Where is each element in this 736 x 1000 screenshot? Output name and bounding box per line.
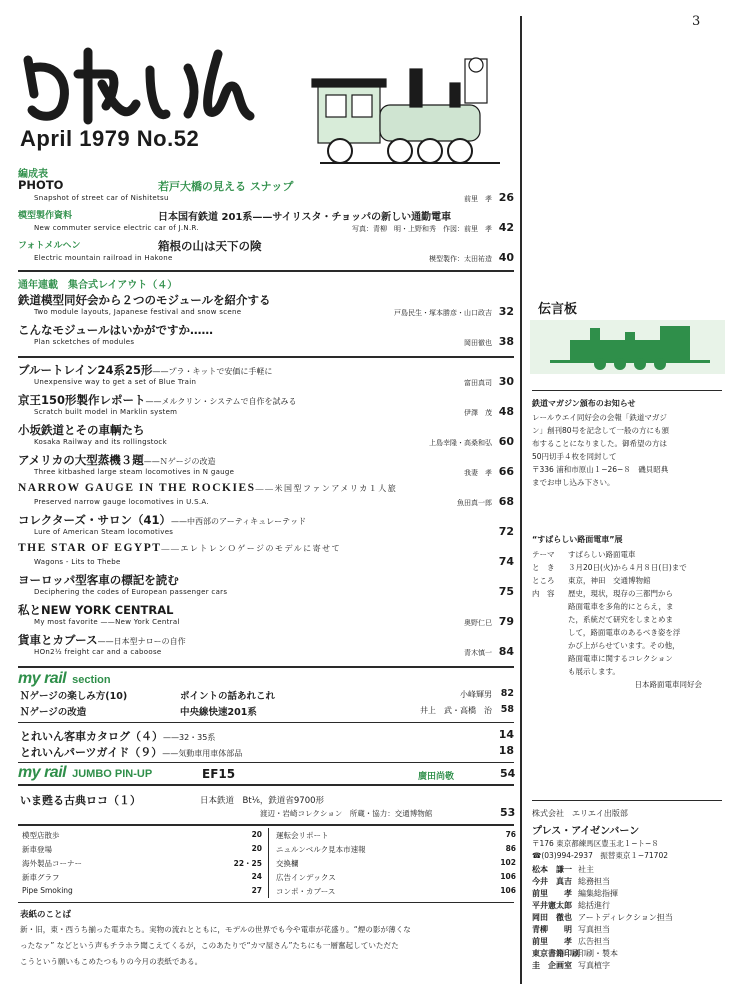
section-divider xyxy=(18,824,514,826)
jumbo-label: JUMBO PIN-UP xyxy=(72,768,153,780)
entry-title xyxy=(18,392,297,408)
toc-entry[interactable] xyxy=(18,512,514,542)
staff-name: 岡田 徹也 xyxy=(532,913,572,922)
index-page: 86 xyxy=(505,844,516,853)
entry-page: 84 xyxy=(498,645,514,658)
index-page: 106 xyxy=(500,872,516,881)
locomotive-silhouette xyxy=(530,318,725,374)
myrail-series: Ｎゲージの改造 xyxy=(20,707,87,718)
myrail-section-header xyxy=(18,670,111,688)
page-number: 3 xyxy=(692,14,701,29)
toc-entry[interactable] xyxy=(18,632,514,662)
catalog-note: ——気動車用車体部品 xyxy=(162,749,243,758)
section-divider xyxy=(18,722,514,723)
entry-title: 模型製作資料 xyxy=(18,211,73,221)
toc-entry[interactable] xyxy=(18,572,514,602)
entry-page: 38 xyxy=(498,335,514,348)
row-key: と き xyxy=(532,563,555,572)
jumbo-title: EF15 xyxy=(202,767,236,781)
entry-english-title: My most favorite ——New York Central xyxy=(34,618,180,626)
section-divider xyxy=(18,270,514,272)
index-label: コンポ・カブース xyxy=(276,887,336,896)
staff-row xyxy=(532,936,722,947)
index-label: 新車登場 xyxy=(22,845,52,854)
staff-role: 広告担当 xyxy=(578,937,610,946)
classic-page: 53 xyxy=(500,806,516,819)
section-divider xyxy=(18,784,514,786)
catalog-title-text: とれいんパーツガイド（９） xyxy=(20,746,163,759)
entry-author: 我妻 孝 xyxy=(464,469,492,477)
entry-author: 前里 孝 xyxy=(464,195,492,203)
magazine-logo xyxy=(18,44,258,126)
entry-note: ——エレトレンＯゲージのモデルに寄せて xyxy=(161,544,342,553)
entry-title xyxy=(18,482,397,494)
entry-title xyxy=(18,602,173,618)
catalog-note: ——32・35系 xyxy=(163,733,216,742)
index-page: 24 xyxy=(251,872,262,881)
entry-english-title: Two module layouts, Japanese festival and snow scene xyxy=(34,308,242,316)
row-key: ところ xyxy=(532,576,555,585)
index-item[interactable] xyxy=(276,872,516,884)
catalog-title-text: とれいん客車カタログ（４） xyxy=(20,730,163,743)
catalog-title xyxy=(20,744,242,760)
entry-note: ——メルクリン・システムで自作を試みる xyxy=(145,397,297,406)
staff-role: 総務担当 xyxy=(578,877,610,886)
index-item[interactable] xyxy=(22,886,262,898)
entry-title: こんなモジュールはいかがですか…… xyxy=(18,323,214,337)
staff-role: アートディレクション担当 xyxy=(578,913,673,922)
notice-line: 布することになりました。御希望の方は xyxy=(532,439,667,448)
exhibition-row xyxy=(532,548,722,561)
entry-title-text: THE STAR OF EGYPT xyxy=(18,542,162,554)
staff-role: 総括進行 xyxy=(578,901,610,910)
entry-note: ——中西部のアーティキュレーテッド xyxy=(170,517,307,526)
entry-note: ——日本型ナローの自作 xyxy=(97,637,186,646)
jumbo-page: 54 xyxy=(500,767,516,780)
staff-role: 印刷・製本 xyxy=(578,949,618,958)
exhibition-row xyxy=(532,561,722,574)
entry-english-title: Three kitbashed large steam locomotives in N gauge xyxy=(34,468,235,476)
index-item[interactable] xyxy=(22,858,262,870)
exhibition-row xyxy=(532,574,722,587)
notice-magazine xyxy=(532,398,722,489)
entry-page: 72 xyxy=(498,525,514,538)
row-value: 東京，神田 交通博物館 xyxy=(568,576,651,585)
notice-line: レールウエイ同好会の会報「鉄道マガジ xyxy=(532,413,667,422)
toc-entry[interactable] xyxy=(18,322,514,352)
entry-title-text: ブルートレイン24系25形 xyxy=(18,363,153,377)
row-value: 歴史，現状，現存の三都門から xyxy=(568,589,673,598)
index-label: 模型店散歩 xyxy=(22,831,60,840)
myrail-page: 58 xyxy=(500,704,514,715)
entry-title-text: NARROW GAUGE IN THE ROCKIES xyxy=(18,482,256,494)
catalog-page: 14 xyxy=(498,728,514,741)
entry-title xyxy=(18,362,272,378)
staff-name: 平井憲太郎 xyxy=(532,901,572,910)
index-item[interactable] xyxy=(276,844,516,856)
row-key: テーマ xyxy=(532,550,555,559)
index-page: 102 xyxy=(500,858,516,867)
entry-page: 60 xyxy=(498,435,514,448)
entry-english-title: HOn2½ freight car and a caboose xyxy=(34,648,162,656)
staff-row xyxy=(532,876,722,887)
toc-entry[interactable] xyxy=(18,392,514,422)
index-item[interactable] xyxy=(22,844,262,856)
message-board-title: 伝言板 xyxy=(538,302,578,317)
entry-title-text: ヨーロッパ型客車の標記を読む xyxy=(18,573,179,587)
staff-name: 松本 謙一 xyxy=(532,865,572,874)
staff-role: 編集総指揮 xyxy=(578,889,618,898)
entry-japanese-title: 若戸大橋の見える スナップ xyxy=(158,180,294,193)
entry-note: ——プラ・キットで安価に手軽に xyxy=(152,367,273,376)
exhibition-more: た，系統だて研究をしまとめま xyxy=(568,615,673,624)
entry-author: 魚田真一郎 xyxy=(457,499,492,507)
entry-title-text: 小坂鉄道とその車輌たち xyxy=(18,423,145,437)
index-label: ニュルンベルク見本市速報 xyxy=(276,845,366,854)
toc-entry[interactable] xyxy=(18,452,514,482)
toc-entry[interactable] xyxy=(18,362,514,392)
entry-english-title: Unexpensive way to get a set of Blue Train xyxy=(34,378,197,386)
entry-page: 26 xyxy=(498,191,514,204)
staff-name: 前里 孝 xyxy=(532,889,572,898)
entry-page: 79 xyxy=(498,615,514,628)
index-page: 76 xyxy=(505,830,516,839)
exhibition-more: して，路面電車のあるべき姿を浮 xyxy=(568,628,681,637)
myrail-logo: my rail xyxy=(18,670,67,687)
entry-english-title: Wagons - Lits to Thebe xyxy=(34,558,121,566)
cover-line: ったなァ” などという声もチラホラ聞こえてくるが，このあたりで“カマ屋さん”たちにも一層奮起していただた xyxy=(20,941,399,950)
classic-detail: 日本鉄道 Bt⅙，鉄道省9700形 xyxy=(200,796,325,806)
entry-english-title: New commuter service electric car of J.N.R. xyxy=(34,224,199,232)
section-divider xyxy=(18,762,514,763)
staff-name: 圭 企画室 xyxy=(532,961,572,970)
notice-line: ン」創刊80号を記念して一般の方にも頒 xyxy=(532,426,670,435)
entry-title xyxy=(18,512,306,528)
index-label: 広告インデックス xyxy=(276,873,336,882)
index-item[interactable] xyxy=(276,886,516,898)
entry-page: 66 xyxy=(498,465,514,478)
entry-title-text: アメリカの大型蒸機３題 xyxy=(18,453,144,467)
serial-label: 通年連載 集合式レイアウト（４） xyxy=(18,280,178,291)
toc-entry[interactable] xyxy=(18,482,514,512)
entry-title xyxy=(18,542,341,554)
catalog-page: 18 xyxy=(498,744,514,757)
staff-row xyxy=(532,888,722,899)
index-label: 運転会リポート xyxy=(276,831,329,840)
entry-page: 48 xyxy=(498,405,514,418)
staff-role: 写真担当 xyxy=(578,925,610,934)
myrail-section-label: section xyxy=(72,674,111,686)
staff-row xyxy=(532,900,722,911)
entry-english-title: Snapshot of street car of Nishitetsu xyxy=(34,194,169,202)
index-label: 海外製品コーナー xyxy=(22,859,82,868)
entry-author: 戸島民生・塚本勝彦・山口政吉 xyxy=(394,309,492,317)
notice-line: までお申し込み下さい。 xyxy=(532,478,615,487)
publisher-address: 〒176 東京都練馬区豊玉北１−ト−８ xyxy=(532,839,659,848)
staff-name: 今井 真吉 xyxy=(532,877,572,886)
exhibition-more: 路面電車を多角的にとらえ，ま xyxy=(568,602,674,611)
entry-title: PHOTO xyxy=(18,178,64,192)
entry-japanese-title: 日本国有鉄道 201系——サイリスタ・チョッパの新しい通勤電車 xyxy=(158,212,452,223)
staff-row xyxy=(532,912,722,923)
staff-role: 写真植字 xyxy=(578,961,610,970)
entry-title-text: 私とNEW YORK CENTRAL xyxy=(18,603,174,617)
jumbo-header xyxy=(18,764,152,782)
exhibition-organizer: 日本路面電車同好会 xyxy=(634,680,702,689)
index-page: 27 xyxy=(251,886,262,895)
publisher-phone: ☎(03)994-2937 振替東京１−71702 xyxy=(532,851,668,860)
cover-line: 新・旧，東・西うち揃った電車たち。実物の流れとともに，モデルの世界でも今や電車が花盛り。“煙の影が薄くな xyxy=(20,925,411,934)
entry-page: 74 xyxy=(498,555,514,568)
entry-title xyxy=(18,632,186,648)
right-divider xyxy=(532,800,722,801)
cover-line: こうという願いもこめたつもりの今月の表紙である。 xyxy=(20,957,203,966)
entry-title xyxy=(18,452,216,468)
entry-page: 75 xyxy=(498,585,514,598)
toc-entry[interactable] xyxy=(18,178,514,208)
myrail-series: Ｎゲージの楽しみ方(10) xyxy=(20,691,128,702)
entry-english-title: Deciphering the codes of European passenger cars xyxy=(34,588,228,596)
index-label: Pipe Smoking xyxy=(22,886,73,895)
staff-row xyxy=(532,864,722,875)
classic-title: いま甦る古典ロコ（１） xyxy=(20,794,141,807)
entry-page: 32 xyxy=(498,305,514,318)
staff-name: 前里 孝 xyxy=(532,937,572,946)
notice-exhibition xyxy=(532,534,722,691)
entry-author: 伊澤 茂 xyxy=(464,409,492,417)
entry-english-title: Plan scketches of modules xyxy=(34,338,135,346)
myrail-title: ポイントの話あれこれ xyxy=(180,691,276,702)
myrail-logo: my rail xyxy=(18,764,67,781)
exhibition-more: も展示します。 xyxy=(568,667,620,676)
entry-author: 写真：青柳 明・上野和秀 作図：前里 孝 xyxy=(352,225,492,233)
index-divider xyxy=(268,828,269,898)
section-divider xyxy=(18,666,514,668)
toc-entry[interactable] xyxy=(18,238,514,268)
catalog-line[interactable] xyxy=(18,744,514,758)
entry-author: 富田真司 xyxy=(464,379,492,387)
toc-entry[interactable] xyxy=(18,292,514,322)
publisher-name: プレス・アイゼンバーン xyxy=(532,826,640,837)
myrail-page: 82 xyxy=(500,688,514,699)
entry-page: 68 xyxy=(498,495,514,508)
publisher-company: 株式会社 エリエイ出版部 xyxy=(532,809,628,818)
entry-title-text: 貨車とカブース xyxy=(18,633,98,647)
staff-row xyxy=(532,960,722,971)
index-page: 20 xyxy=(251,830,262,839)
myrail-author: 井上 武・高橋 治 xyxy=(420,706,492,715)
toc-entry[interactable] xyxy=(18,208,514,238)
entry-note: ——米国型ファンアメリカ１人旅 xyxy=(255,484,398,493)
toc-entry[interactable] xyxy=(18,542,514,572)
index-label: 交換欄 xyxy=(276,859,299,868)
column-divider xyxy=(520,16,522,984)
row-value: すばらしい路面電車 xyxy=(568,550,636,559)
entry-author: 模型製作：太田祐造 xyxy=(429,255,492,263)
entry-title: 鉄道模型同好会から２つのモジュールを紹介する xyxy=(18,293,271,307)
entry-author: 青木慎一 xyxy=(464,649,492,657)
entry-title xyxy=(18,572,179,588)
issue-date: April 1979 No.52 xyxy=(20,126,200,151)
steam-locomotive-illustration xyxy=(300,55,520,170)
staff-row xyxy=(532,924,722,935)
entry-author: 岡田徹也 xyxy=(464,339,492,347)
index-page: 106 xyxy=(500,886,516,895)
entry-note: ——Ｎゲージの改造 xyxy=(143,457,216,466)
notice-line: 50円切手４枚を同封して xyxy=(532,452,617,461)
entry-title xyxy=(18,422,145,438)
entry-english-title: Scratch built model in Marklin system xyxy=(34,408,178,416)
entry-english-title: Electric mountain railroad in Hakone xyxy=(34,254,173,262)
index-item[interactable] xyxy=(22,830,262,842)
section-divider xyxy=(18,356,514,358)
index-item[interactable] xyxy=(22,872,262,884)
toc-entry[interactable] xyxy=(18,602,514,632)
exhibition-row xyxy=(532,587,722,600)
notice-line: 〒336 浦和市原山１−26−８ 磯貝昭典 xyxy=(532,465,669,474)
index-item[interactable] xyxy=(276,858,516,870)
entry-title-text: コレクターズ・サロン（41） xyxy=(18,513,171,527)
classic-credit: 渡辺・岩崎コレクション 所蔵・協力：交通博物館 xyxy=(260,809,433,818)
entry-author: 奥野仁巳 xyxy=(464,619,492,627)
entry-title-text: 京王150形製作レポート xyxy=(18,393,146,407)
entry-english-title: Lure of American Steam locomotives xyxy=(34,528,174,536)
staff-name: 東京書籍印刷 xyxy=(532,949,580,958)
staff-role: 社主 xyxy=(578,865,594,874)
index-item[interactable] xyxy=(276,830,516,842)
myrail-line[interactable] xyxy=(18,704,514,718)
entry-title: フォトメルヘン xyxy=(18,241,81,251)
entry-english-title: Kosaka Railway and its rollingstock xyxy=(34,438,167,446)
row-value: ３月20日(火)から４月８日(日)まで xyxy=(568,563,687,572)
index-page: 22・25 xyxy=(233,859,262,868)
entry-page: 30 xyxy=(498,375,514,388)
myrail-title: 中央線快速201系 xyxy=(180,707,257,718)
right-divider xyxy=(532,390,722,391)
section-divider xyxy=(18,902,514,903)
exhibition-more: かび上がらせています。その他， xyxy=(568,641,680,650)
section-label-composition: 編成表 xyxy=(18,169,48,180)
notice-title: 鉄道マガジン頒布のお知らせ xyxy=(532,399,636,408)
jumbo-author: 廣田尚敬 xyxy=(418,772,455,782)
toc-entry[interactable] xyxy=(18,422,514,452)
exhibition-more: 路面電車に関するコレクション xyxy=(568,654,673,663)
cover-title: 表紙のことば xyxy=(20,910,72,920)
catalog-line[interactable] xyxy=(18,728,514,742)
entry-english-title: Preserved narrow gauge locomotives in U.S.A. xyxy=(34,498,209,506)
myrail-line[interactable] xyxy=(18,688,514,702)
staff-name: 青柳 明 xyxy=(532,925,572,934)
catalog-title xyxy=(20,728,215,744)
index-label: 新車グラフ xyxy=(22,873,60,882)
index-page: 20 xyxy=(251,844,262,853)
entry-page: 40 xyxy=(498,251,514,264)
entry-japanese-title: 箱根の山は天下の険 xyxy=(158,239,262,253)
entry-page: 42 xyxy=(498,221,514,234)
myrail-author: 小峰輝男 xyxy=(460,690,492,699)
row-key: 内 容 xyxy=(532,589,555,598)
staff-row xyxy=(532,948,722,959)
exhibition-title: “すばらしい路面電車”展 xyxy=(532,535,623,544)
entry-author: 上島幸隆・高桑和弘 xyxy=(429,439,492,447)
